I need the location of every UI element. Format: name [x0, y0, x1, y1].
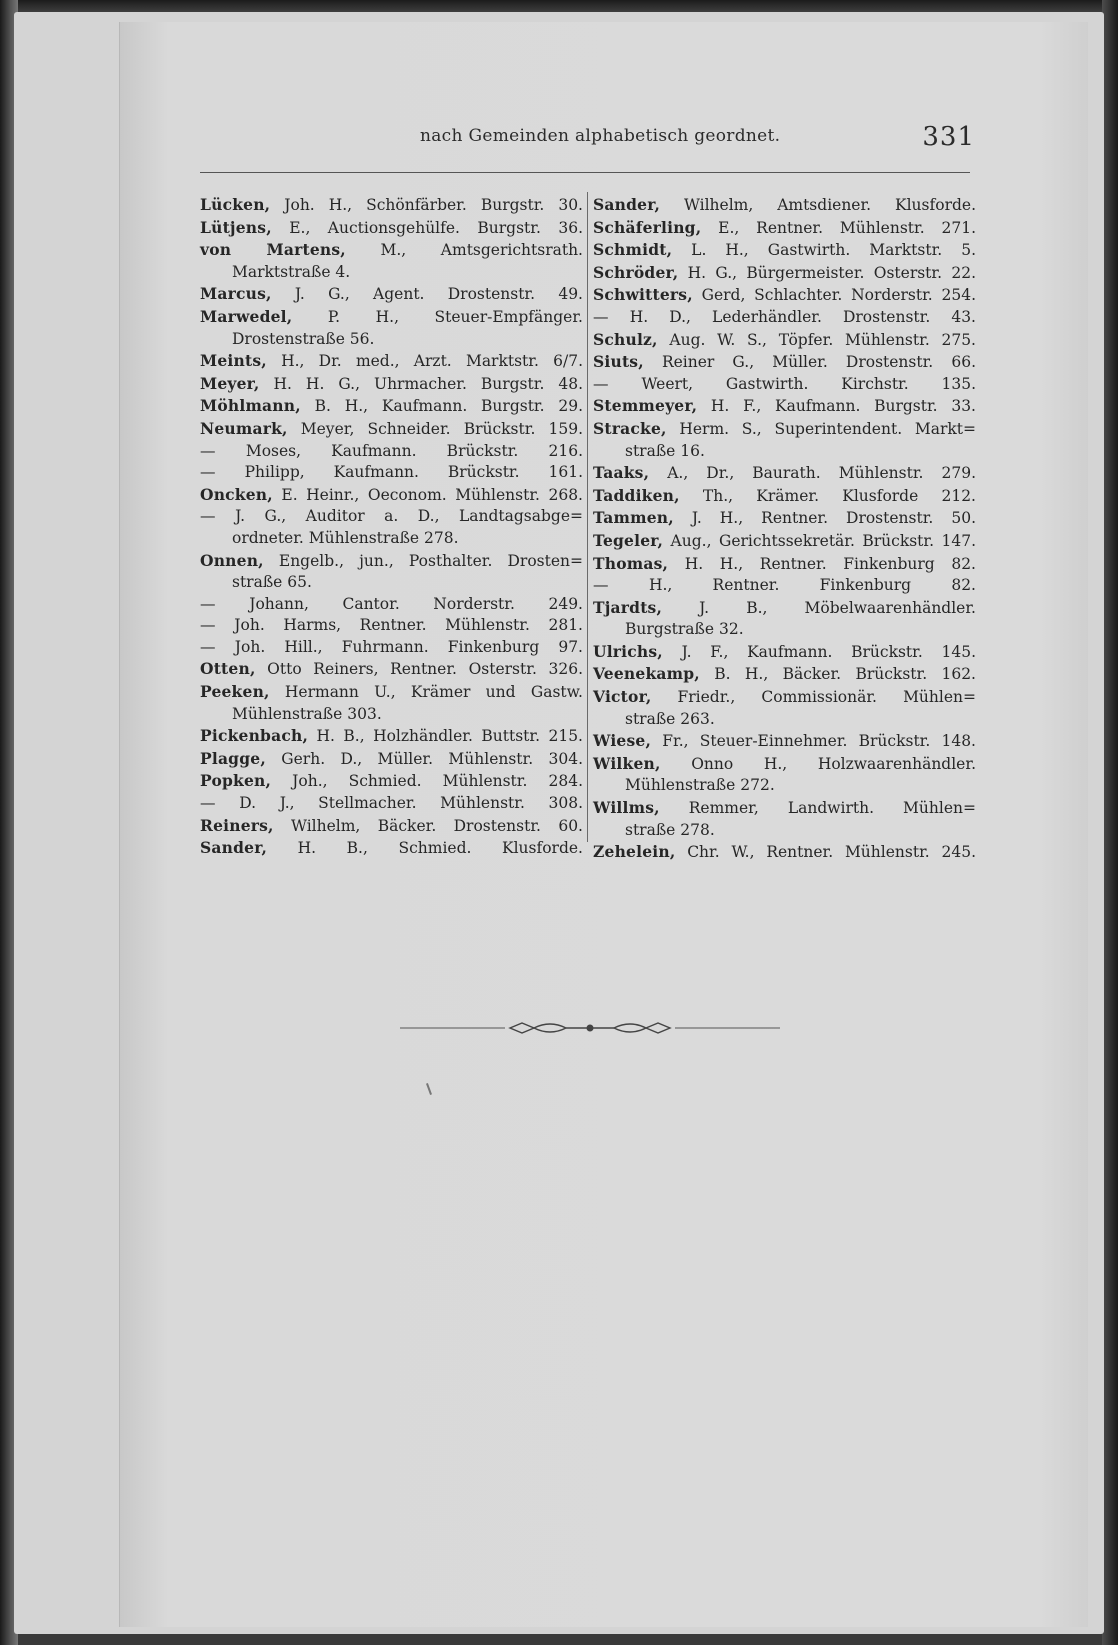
entry-name: Peeken, — [200, 682, 270, 702]
entry-name: Sander, — [200, 838, 268, 858]
entry-details: J. G., Agent. Drostenstr. 49. — [271, 285, 583, 304]
entry-name: Tammen, — [593, 508, 674, 528]
directory-entry — [593, 641, 976, 664]
entry-name: Stracke, — [593, 418, 667, 438]
entry-name: Plagge, — [200, 748, 266, 768]
entry-details: Joh. H., Schönfärber. Burgstr. 30. — [270, 196, 583, 214]
directory-entry — [200, 793, 583, 815]
entry-details: A., Dr., Baurath. Mühlenstr. 279. — [649, 464, 976, 483]
directory-entry — [200, 418, 583, 441]
end-ornament — [400, 1018, 780, 1038]
entry-name: Pickenbach, — [200, 726, 309, 746]
directory-entry — [200, 329, 583, 351]
directory-column-left — [200, 194, 583, 860]
directory-entry — [593, 329, 976, 352]
entry-details: M., Amtsgerichtsrath. — [345, 241, 583, 260]
entry-name: Schmidt, — [593, 240, 673, 260]
entry-details: H. H., Rentner. Finkenburg 82. — [668, 554, 976, 573]
entry-name: Schröder, — [593, 262, 679, 282]
entry-details: Wilhelm, Amtsdiener. Klusforde. — [660, 196, 976, 214]
directory-entry — [200, 550, 583, 573]
directory-entry — [200, 194, 583, 217]
entry-details: H., Dr. med., Arzt. Marktstr. 6/7. — [266, 352, 583, 371]
entry-name: Zehelein, — [593, 842, 676, 862]
directory-entry — [200, 815, 583, 838]
directory-entry — [593, 530, 976, 553]
directory-entry — [200, 373, 583, 396]
entry-details: H., Rentner. Finkenburg 82. — [608, 576, 976, 595]
directory-entry — [593, 753, 976, 776]
entry-name: Ulrichs, — [593, 641, 663, 661]
entry-name: Tjardts, — [593, 597, 663, 617]
entry-name: — — [200, 594, 216, 613]
directory-entry — [593, 217, 976, 240]
entry-details: Philipp, Kaufmann. Brückstr. 161. — [215, 463, 583, 482]
directory-entry — [200, 658, 583, 681]
directory-entry — [200, 637, 583, 659]
entry-name: Otten, — [200, 659, 256, 679]
entry-name: — — [593, 576, 609, 595]
entry-details: Joh., Schmied. Mühlenstr. 284. — [271, 772, 583, 791]
directory-entry — [593, 775, 976, 797]
entry-name: — — [593, 374, 609, 393]
entry-name: Wilken, — [593, 753, 661, 773]
entry-name: Schulz, — [593, 329, 658, 349]
directory-entry — [200, 681, 583, 704]
entry-details: Engelb., jun., Posthalter. Drosten= — [263, 551, 583, 570]
directory-entry — [593, 575, 976, 597]
directory-entry — [200, 725, 583, 748]
entry-name: — — [200, 507, 216, 526]
directory-entry — [593, 374, 976, 396]
entry-name: Onnen, — [200, 550, 264, 570]
entry-name: Meints, — [200, 351, 267, 371]
directory-column-right — [593, 194, 976, 864]
entry-details: straße 16. — [625, 441, 705, 460]
entry-name: Neumark, — [200, 418, 288, 438]
entry-name: Möhlmann, — [200, 396, 301, 416]
directory-entry — [593, 307, 976, 329]
entry-details: H. B., Holzhändler. Buttstr. 215. — [308, 727, 583, 746]
entry-details: L. H., Gastwirth. Marktstr. 5. — [672, 241, 976, 260]
entry-details: Chr. W., Rentner. Mühlenstr. 245. — [675, 843, 976, 862]
directory-entry — [593, 619, 976, 641]
entry-name: Oncken, — [200, 484, 273, 504]
directory-entry — [593, 597, 976, 620]
entry-details: Aug., Gerichtssekretär. Brückstr. 147. — [663, 531, 976, 550]
directory-entry — [200, 484, 583, 507]
entry-name: Stemmeyer, — [593, 396, 698, 416]
entry-name: Schäferling, — [593, 217, 702, 237]
directory-entry — [593, 686, 976, 709]
entry-details: Remmer, Landwirth. Mühlen= — [659, 799, 976, 818]
entry-details: Marktstraße 4. — [232, 262, 351, 281]
entry-details: Johann, Cantor. Norderstr. 249. — [215, 594, 583, 613]
directory-entry — [593, 663, 976, 686]
directory-entry — [200, 704, 583, 726]
header-rule — [200, 172, 970, 173]
entry-details: straße 278. — [625, 820, 715, 839]
entry-details: Otto Reiners, Rentner. Osterstr. 326. — [255, 660, 583, 679]
directory-entry — [593, 553, 976, 576]
directory-entry — [593, 284, 976, 307]
entry-name: — — [200, 441, 216, 460]
entry-name: Thomas, — [593, 553, 669, 573]
entry-details: J. H., Rentner. Drostenstr. 50. — [673, 509, 976, 528]
directory-entry — [200, 594, 583, 616]
directory-entry — [200, 395, 583, 418]
directory-entry — [200, 350, 583, 373]
entry-details: ordneter. Mühlenstraße 278. — [232, 528, 459, 547]
entry-details: P. H., Steuer-Empfänger. — [292, 307, 583, 326]
directory-entry — [593, 485, 976, 508]
entry-name: Wiese, — [593, 731, 652, 751]
page-header — [200, 122, 975, 158]
entry-details: H. F., Kaufmann. Burgstr. 33. — [697, 397, 976, 416]
page-number: 331 — [922, 122, 975, 152]
directory-entry — [200, 528, 583, 550]
directory-entry — [593, 841, 976, 864]
entry-name: — — [593, 307, 609, 326]
directory-entry — [200, 770, 583, 793]
directory-entry — [200, 837, 583, 860]
directory-entry — [200, 615, 583, 637]
entry-name: — — [200, 637, 216, 656]
column-divider — [587, 192, 588, 842]
directory-entry — [593, 441, 976, 463]
entry-details: straße 263. — [625, 709, 715, 728]
directory-entry — [593, 507, 976, 530]
directory-entry — [200, 506, 583, 528]
entry-details: Drostenstraße 56. — [232, 329, 375, 348]
entry-details: E. Heinr., Oeconom. Mühlenstr. 268. — [272, 485, 583, 504]
entry-name: Marwedel, — [200, 306, 293, 326]
directory-entry — [593, 239, 976, 262]
entry-name: Reiners, — [200, 815, 274, 835]
entry-details: Reiner G., Müller. Drostenstr. 66. — [643, 353, 976, 372]
directory-entry — [593, 395, 976, 418]
entry-details: Hermann U., Krämer und Gastw. — [269, 683, 583, 702]
entry-details: Onno H., Holzwaarenhändler. — [660, 754, 976, 773]
entry-name: — — [200, 616, 216, 635]
entry-details: B. H., Kaufmann. Burgstr. 29. — [300, 397, 583, 416]
entry-name: Sander, — [593, 195, 661, 214]
entry-details: Wilhelm, Bäcker. Drostenstr. 60. — [273, 816, 583, 835]
directory-entry — [200, 748, 583, 771]
entry-name: Lücken, — [200, 195, 271, 214]
running-head: nach Gemeinden alphabetisch geordnet. — [420, 126, 781, 146]
entry-name: Marcus, — [200, 284, 272, 304]
entry-details: B. H., Bäcker. Brückstr. 162. — [699, 665, 976, 684]
entry-details: Weert, Gastwirth. Kirchstr. 135. — [608, 374, 976, 393]
entry-name: von Martens, — [200, 240, 346, 260]
entry-details: Gerd, Schlachter. Norderstr. 254. — [692, 286, 976, 305]
entry-details: H. G., Bürgermeister. Osterstr. 22. — [678, 263, 976, 282]
entry-details: E., Auctionsgehülfe. Burgstr. 36. — [271, 218, 583, 237]
directory-entry — [200, 239, 583, 262]
scan-border-right — [1102, 0, 1118, 1645]
directory-entry — [593, 418, 976, 441]
entry-details: Friedr., Commissionär. Mühlen= — [651, 688, 976, 707]
entry-name: Siuts, — [593, 352, 644, 372]
entry-details: D. J., Stellmacher. Mühlenstr. 308. — [215, 794, 583, 813]
entry-name: Veenekamp, — [593, 664, 700, 684]
entry-name: Meyer, — [200, 373, 260, 393]
entry-details: J. B., Möbelwaarenhändler. — [662, 598, 976, 617]
entry-name: — — [200, 463, 216, 482]
directory-entry — [593, 797, 976, 820]
entry-details: J. G., Auditor a. D., Landtagsabge= — [215, 507, 583, 526]
entry-details: Mühlenstraße 272. — [625, 776, 775, 795]
directory-entry — [200, 262, 583, 284]
directory-entry — [200, 572, 583, 594]
directory-entry — [593, 820, 976, 842]
entry-details: straße 65. — [232, 573, 312, 592]
directory-entry — [593, 351, 976, 374]
directory-entry — [200, 217, 583, 240]
directory-entry — [593, 730, 976, 753]
entry-details: Fr., Steuer-Einnehmer. Brückstr. 148. — [651, 732, 976, 751]
entry-name: Lütjens, — [200, 217, 272, 237]
entry-details: Aug. W. S., Töpfer. Mühlenstr. 275. — [657, 330, 976, 349]
directory-entry — [593, 462, 976, 485]
entry-details: H. D., Lederhändler. Drostenstr. 43. — [608, 307, 976, 326]
entry-details: Moses, Kaufmann. Brückstr. 216. — [215, 441, 583, 460]
directory-entry — [200, 306, 583, 329]
directory-entry — [200, 283, 583, 306]
entry-name: Schwitters, — [593, 285, 693, 305]
entry-details: H. H. G., Uhrmacher. Burgstr. 48. — [259, 374, 583, 393]
entry-name: Taddiken, — [593, 485, 680, 505]
directory-entry — [593, 262, 976, 285]
entry-details: Gerh. D., Müller. Mühlenstr. 304. — [265, 749, 583, 768]
entry-details: Mühlenstraße 303. — [232, 704, 382, 723]
directory-entry — [200, 462, 583, 484]
entry-details: Joh. Harms, Rentner. Mühlenstr. 281. — [215, 616, 583, 635]
entry-name: Popken, — [200, 771, 272, 791]
entry-name: — — [200, 794, 216, 813]
entry-name: Willms, — [593, 798, 660, 818]
entry-name: Tegeler, — [593, 530, 664, 550]
directory-entry — [200, 441, 583, 463]
directory-entry — [593, 194, 976, 217]
directory-entry — [593, 709, 976, 731]
entry-details: Burgstraße 32. — [625, 620, 744, 639]
entry-name: Victor, — [593, 687, 652, 707]
entry-name: Taaks, — [593, 463, 650, 483]
entry-details: J. F., Kaufmann. Brückstr. 145. — [662, 642, 976, 661]
entry-details: Herm. S., Superintendent. Markt= — [666, 419, 976, 438]
entry-details: Meyer, Schneider. Brückstr. 159. — [287, 419, 583, 438]
entry-details: Joh. Hill., Fuhrmann. Finkenburg 97. — [215, 637, 583, 656]
entry-details: Th., Krämer. Klusforde 212. — [679, 486, 976, 505]
entry-details: H. B., Schmied. Klusforde. — [267, 839, 583, 858]
entry-details: E., Rentner. Mühlenstr. 271. — [701, 218, 976, 237]
